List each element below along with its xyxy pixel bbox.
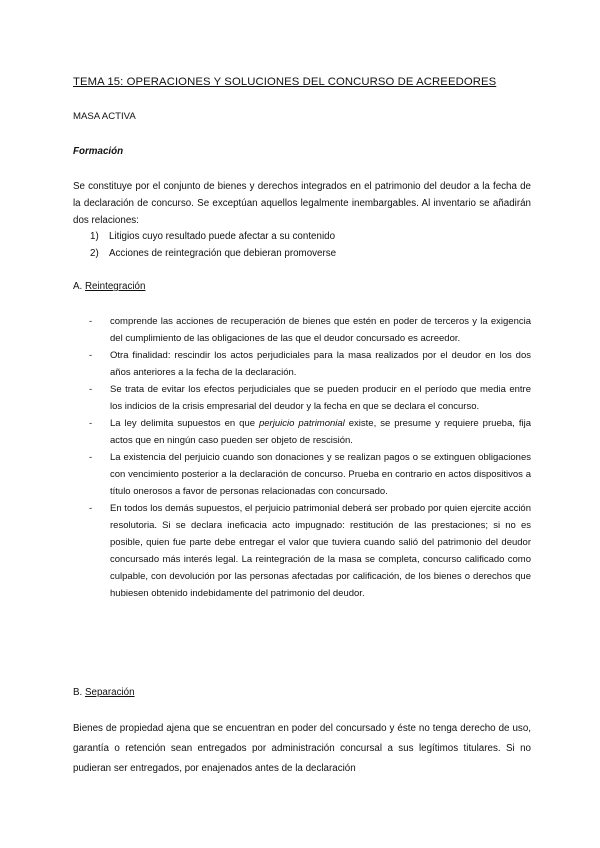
bullet-marker: - [89,452,93,463]
italic-term: perjuicio patrimonial [258,418,345,429]
bullet-text-part: La ley delimita supuestos en que [110,418,259,429]
bullet-item [73,449,531,500]
section-a-title: Reintegración [84,281,146,292]
section-a-heading [73,281,145,292]
bullet-marker: - [89,503,93,514]
bullet-marker: - [89,418,93,429]
subheading: Formación [73,146,124,157]
bullet-text: En todos los demás supuestos, el perjuicio patrimonial deberá ser probado por quien ejercite acción resolutoria. Si se declara ineficacia acto impugnado: restitución de las prestaciones; si no es posible, quien fue parte debe entregar el valor que tuviera cuando salió del patrimonio del deudor concursado más interés legal. La reintegración de la masa se completa, concurso calificado como culpable, con devolución por las personas afectadas por calificación, de los bienes o derechos que hubiesen obtenido indebidamente del patrimonio del deudor. [110,503,531,599]
list-number: 2) [90,248,99,259]
bullet-text-part: existe, se presume y requiere prueba, fija actos que en ningún caso pueden ser objeto de rescisión. [110,418,531,446]
numbered-list [73,228,531,262]
list-item-text: Acciones de reintegración que debieran promoverse [109,248,337,259]
bullet-text: comprende las acciones de recuperación de bienes que estén en poder de terceros y la exigencia del cumplimiento de las obligaciones de las que el deudor concursado es acreedor. [110,316,531,344]
bullet-item [73,313,531,347]
bullet-marker: - [89,384,93,395]
bullet-marker: - [89,350,93,361]
bullet-item [73,347,531,381]
section-b-heading [73,687,135,698]
bullet-item [73,500,531,602]
section-a-prefix: A. [73,281,85,292]
bullet-text: Se trata de evitar los efectos perjudiciales que se pueden producir en el período que media entre los indicios de la crisis empresarial del deudor y la fecha en que se declara el concurso. [110,384,531,412]
list-number: 1) [90,231,99,242]
separacion-paragraph: Bienes de propiedad ajena que se encuentran en poder del concursado y éste no tenga derecho de uso, garantía o retención sean entregados por administración concursal a sus legítimos titulares. Si no pudieran ser entregados, por enajenados antes de la declaración [73,723,531,774]
list-item-text: Litigios cuyo resultado puede afectar a su contenido [109,231,336,242]
section-b-title: Separación [84,687,135,698]
bullet-list [73,313,531,602]
page-title: TEMA 15: OPERACIONES Y SOLUCIONES DEL CONCURSO DE ACREEDORES [73,76,497,88]
section-label: MASA ACTIVA [73,111,136,122]
bullet-item [73,415,531,449]
bullet-text: Otra finalidad: rescindir los actos perjudiciales para la masa realizados por el deudor en los dos años anteriores a la fecha de la declaración. [110,350,531,378]
list-item [73,245,531,262]
bullet-item [73,381,531,415]
list-item [73,228,531,245]
intro-paragraph: Se constituye por el conjunto de bienes y derechos integrados en el patrimonio del deudor a la fecha de la declaración de concurso. Se exceptúan aquellos legalmente inembargables. Al inventario se añadirán dos relaciones: [73,181,531,226]
bullet-text [110,418,531,446]
bullet-marker: - [89,316,93,327]
section-b-prefix: B. [73,687,85,698]
bullet-text: La existencia del perjuicio cuando son donaciones y se realizan pagos o se extinguen obligaciones con vencimiento posterior a la declaración de concurso. Prueba en contrario en actos dispositivos a título onerosos a favor de personas relacionadas con concursado. [110,452,531,497]
